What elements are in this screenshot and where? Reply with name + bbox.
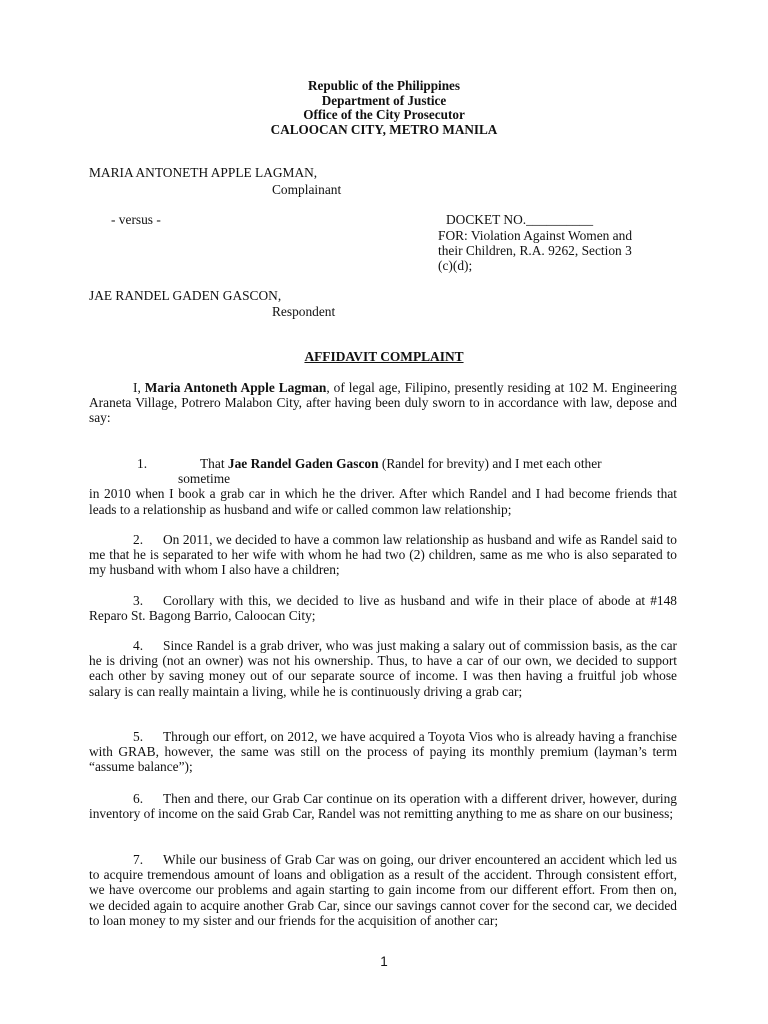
paragraph-6 — [89, 791, 677, 821]
header-department: Department of Justice — [321, 92, 447, 108]
paragraph-1-pre: That — [200, 456, 228, 471]
paragraph-4-text: Since Randel is a grab driver, who was just making a salary out of commission basis, as the car he is driving (not an owner) was not his ownership. Thus, to have a car of our own, we decided to support each other by saving money out of our separate source of income. I was then having a fruitful job whose salary is can really maintain a living, while he is continuously driving a grab car; — [89, 638, 677, 699]
affiant-name: Maria Antoneth Apple Lagman — [144, 380, 327, 395]
complainant-name: MARIA ANTONETH APPLE LAGMAN, — [89, 165, 318, 180]
header-republic: Republic of the Philippines — [307, 78, 461, 93]
paragraph-7 — [89, 852, 677, 928]
intro-text: , of legal age, Filipino, presently residing at 102 M. Engineering Araneta Village, Potrero Malabon City, after having been duly sworn to in accordance with law, depose and say: — [89, 380, 677, 426]
paragraph-1-second-line: sometime — [178, 471, 231, 487]
respondent-role: Respondent — [272, 304, 336, 319]
paragraph-2 — [89, 532, 677, 578]
charge-line-3: (c)(d); — [438, 258, 473, 273]
intro-pre: I, — [133, 380, 145, 395]
charge-line-1: FOR: Violation Against Women and — [438, 228, 633, 243]
paragraph-number: 3. — [133, 593, 144, 608]
header-office: Office of the City Prosecutor — [303, 107, 465, 123]
respondent-bold-name: Jae Randel Gaden Gascon — [227, 456, 379, 471]
document-title: AFFIDAVIT COMPLAINT — [304, 349, 464, 364]
paragraph-1-post: (Randel for brevity) and I met each other — [378, 456, 602, 471]
paragraph-3 — [89, 593, 677, 623]
respondent-name: JAE RANDEL GADEN GASCON, — [89, 288, 282, 303]
charge-line-2: their Children, R.A. 9262, Section 3 — [438, 243, 632, 258]
paragraph-6-text: Then and there, our Grab Car continue on its operation with a different driver, however, during inventory of income on the said Grab Car, Randel was not remitting anything to me as share on our business; — [89, 791, 677, 822]
versus-label: - versus - — [111, 212, 161, 227]
paragraph-number: 5. — [133, 729, 144, 744]
paragraph-4 — [89, 638, 677, 699]
paragraph-5-text: Through our effort, on 2012, we have acquired a Toyota Vios who is already having a franchise with GRAB, however, the same was still on the process of paying its monthly premium (layman’s term “assume balance”); — [89, 729, 677, 775]
paragraph-number: 1. — [137, 456, 148, 471]
paragraph-3-text: Corollary with this, we decided to live as husband and wife in their place of abode at #148 Reparo St. Bagong Barrio, Caloocan City; — [89, 593, 677, 624]
paragraph-7-text: While our business of Grab Car was on going, our driver encountered an accident which led us to acquire tremendous amount of loans and obligation as a result of the accident. Through consistent effort, we have overcome our problems and again starting to gain income from our different effort. From then on, we decided again to acquire another Grab Car, since our savings cannot cover for the second car, we decided to loan money to my sister and our friends for the acquisition of another car; — [89, 852, 677, 928]
page-number: 1 — [380, 954, 388, 969]
intro-paragraph — [89, 380, 677, 426]
paragraph-number: 4. — [133, 638, 144, 653]
docket-number: DOCKET NO.__________ — [446, 212, 594, 227]
paragraph-1 — [89, 456, 677, 517]
paragraph-1-first-line — [89, 456, 677, 471]
complainant-role: Complainant — [272, 182, 342, 197]
paragraph-2-text: On 2011, we decided to have a common law relationship as husband and wife as Randel said to me that he is separated to her wife with whom he had two (2) children, same as me who is also separated to my husband with whom I also have a children; — [89, 532, 677, 578]
paragraph-number: 7. — [133, 852, 144, 867]
paragraph-number: 6. — [133, 791, 144, 806]
document-header — [0, 79, 768, 137]
header-city: CALOOCAN CITY, METRO MANILA — [270, 121, 498, 137]
paragraph-5 — [89, 729, 677, 775]
paragraph-1-body: in 2010 when I book a grab car in which he the driver. After which Randel and I had become friends that leads to a relationship as husband and wife or called common law relationship; — [89, 486, 677, 517]
paragraph-number: 2. — [133, 532, 144, 547]
